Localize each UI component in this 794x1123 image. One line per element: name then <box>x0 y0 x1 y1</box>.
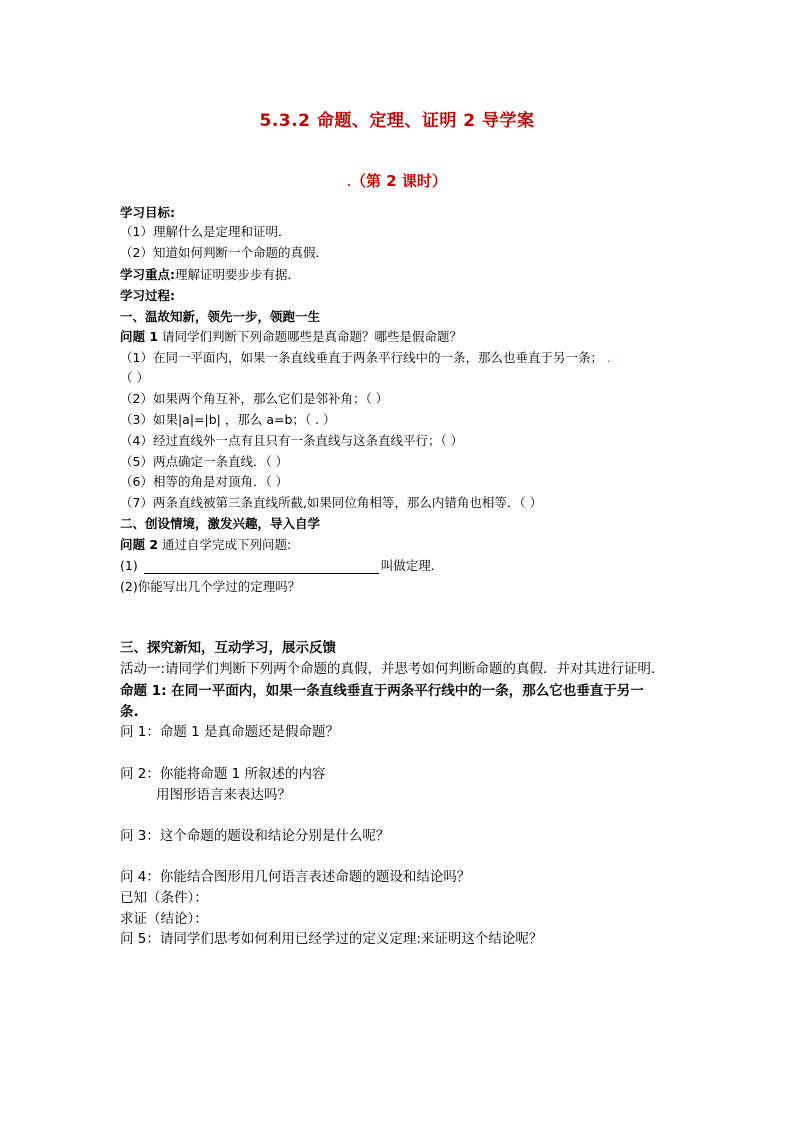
goals-heading: 学习目标: <box>120 205 175 220</box>
subtitle-dot: . <box>347 178 351 189</box>
q2-1-prefix: (1) <box>120 558 138 573</box>
question-2 <box>120 536 291 553</box>
page-subtitle <box>0 170 794 191</box>
proposition-item-5: （5）两点确定一条直线．（ ） <box>120 454 289 469</box>
page-title: 5.3.2 命题、定理、证明 2 导学案 <box>259 111 535 131</box>
proposition-1-label: 命题 1: <box>120 683 167 699</box>
focus-line <box>120 266 300 283</box>
item-1-dot: . <box>606 354 611 365</box>
subtitle-text: （第 2 课时） <box>350 172 447 190</box>
process-heading: 学习过程: <box>120 288 175 303</box>
section-1-heading: 一、温故知新，领先一步，领跑一生 <box>120 309 321 324</box>
question-2-text: 通过自学完成下列问题: <box>158 537 292 552</box>
ask-2-cont: 用图形语言来表达吗？ <box>156 787 291 803</box>
proposition-1-text: 在同一平面内，如果一条直线垂直于两条平行线中的一条，那么它也垂直于另一 <box>166 683 644 699</box>
ask-3: 问 3：这个命题的题设和结论分别是什么呢？ <box>120 828 390 844</box>
ask-4: 问 4：你能结合图形用几何语言表述命题的题设和结论吗？ <box>120 869 471 885</box>
proposition-item-1 <box>120 349 610 368</box>
ask-5: 问 5：请同学们思考如何利用已经学过的定义定理:来证明这个结论呢？ <box>120 931 543 947</box>
question-1-label: 问题 1 <box>120 329 159 344</box>
proposition-item-1-text: （1）在同一平面内，如果一条直线垂直于两条平行线中的一条，那么也垂直于另一条； <box>120 350 603 365</box>
question-1 <box>120 328 462 345</box>
proposition-item-1-bracket: （ ） <box>120 370 149 385</box>
proposition-item-4: （4）经过直线外一点有且只有一条直线与这条直线平行；（ ） <box>120 433 464 448</box>
question-2-label: 问题 2 <box>120 537 159 552</box>
ask-1: 问 1：命题 1 是真命题还是假命题？ <box>120 724 340 740</box>
section-3-heading: 三、探究新知，互动学习，展示反馈 <box>120 640 336 656</box>
focus-text: 理解证明要步步有据． <box>175 267 301 282</box>
proposition-1-cont: 条. <box>120 704 139 720</box>
proposition-item-7: （7）两条直线被第三条直线所截,如果同位角相等，那么内错角也相等．（ ） <box>120 495 543 510</box>
proposition-item-6: （6）相等的角是对顶角．（ ） <box>120 474 289 489</box>
proposition-item-3: （3）如果|a|=|b| ，那么 a=b；（ . ） <box>120 412 336 427</box>
section-2-heading: 二、创设情境，激发兴趣，导入自学 <box>120 516 321 531</box>
goal-2: （2）知道如何判断一个命题的真假． <box>120 245 328 260</box>
proposition-1 <box>120 683 644 700</box>
given-label: 已知（条件）： <box>120 890 208 906</box>
proposition-item-2: （2）如果两个角互补，那么它们是邻补角；（ ） <box>120 391 389 406</box>
ask-2: 问 2：你能将命题 1 所叙述的内容 <box>120 766 326 782</box>
question-2-item-1 <box>120 557 435 574</box>
q2-1-suffix: 叫做定理. <box>380 558 435 573</box>
activity-1: 活动一:请同学们判断下列两个命题的真假，并思考如何判断命题的真假．并对其进行证明. <box>120 661 656 677</box>
focus-label: 学习重点: <box>120 267 175 282</box>
fill-in-blank[interactable] <box>144 560 379 574</box>
question-2-item-2: (2)你能写出几个学过的定理吗？ <box>120 579 301 594</box>
goal-1: （1）理解什么是定理和证明． <box>120 224 291 239</box>
question-1-text: 请同学们判断下列命题哪些是真命题？哪些是假命题？ <box>158 329 463 344</box>
prove-label: 求证（结论）： <box>120 911 208 927</box>
